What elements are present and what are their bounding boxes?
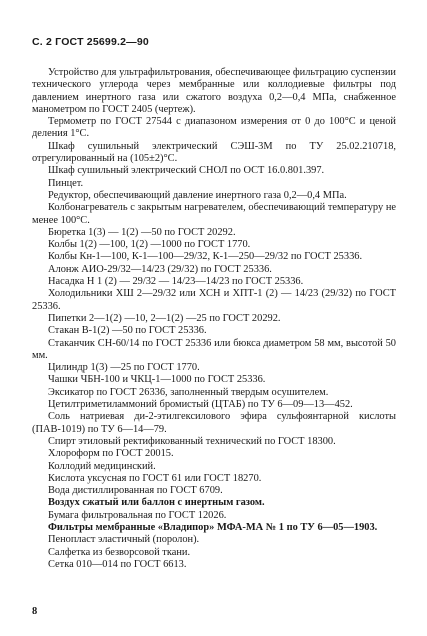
paragraph-acetic-acid: Кислота уксусная по ГОСТ 61 или ГОСТ 18270.	[48, 472, 262, 484]
paragraph-weighing-bottle: Стаканчик СН-60/14 по ГОСТ 25336 или бюкса диаметром 58 мм, высотой 50 мм.	[32, 337, 396, 361]
paragraph-thermometer: Термометр по ГОСТ 27544 с диапазоном измерения от 0 до 100°С и ценой деления 1°С.	[32, 116, 396, 140]
paragraph-burette: Бюретка 1(3) — 1(2) —50 по ГОСТ 20292.	[48, 226, 236, 238]
paragraph-distilled-water: Вода дистиллированная по ГОСТ 6709.	[48, 485, 223, 497]
paragraph-flasks-kn: Колбы Кн-1—100, К-1—100—29/32, К-1—250—29/32 по ГОСТ 25336.	[48, 251, 363, 263]
paragraph-mesh: Сетка 010—014 по ГОСТ 6613.	[48, 558, 187, 570]
paragraph-flasks: Колбы 1(2) —100, 1(2) —1000 по ГОСТ 1770.	[48, 239, 251, 251]
paragraph-ctab: Цетилтриметиламмоний бромистый (ЦТАБ) по ТУ 6—09—13—452.	[48, 399, 353, 411]
paragraph-desiccator: Эксикатор по ГОСТ 26336, заполненный твердым осушителем.	[48, 386, 329, 398]
page-header: С. 2 ГОСТ 25699.2—90	[32, 36, 149, 48]
paragraph-flask-heater: Колбонагреватель с закрытым нагревателем, обеспечивающий температуру не менее 100°С.	[32, 202, 396, 226]
paragraph-ultrafiltration-device: Устройство для ультрафильтрования, обеспечивающее фильтрацию суспензии технического углерода через мембранные или коллодиевые фильтры под давлением инертного газа или сжатого воздуха 0,2—0,4 МПа, снабженное манометром по ГОСТ 2405 (чертеж).	[32, 67, 396, 115]
paragraph-drying-cabinet-sesh: Шкаф сушильный электрический СЭШ-3М по ТУ 25.02.210718, отрегулированный на (105±2)°С.	[32, 140, 396, 165]
paragraph-compressed-air: Воздух сжатый или баллон с инертным газом.	[48, 497, 265, 509]
paragraph-membrane-filters: Фильтры мембранные «Владипор» МФА-МА № 1 по ТУ 6—05—1903.	[48, 521, 378, 533]
page-number: 8	[32, 606, 38, 617]
paragraph-tweezers: Пинцет.	[48, 177, 84, 189]
document-body	[32, 67, 396, 571]
paragraph-ethanol: Спирт этиловый ректификованный технический по ГОСТ 18300.	[48, 435, 336, 447]
paragraph-chloroform: Хлороформ по ГОСТ 20015.	[48, 448, 174, 460]
paragraph-condensers: Холодильники ХШ 2—29/32 или ХСН и ХПТ-1 (2) — 14/23 (29/32) по ГОСТ 25336.	[32, 288, 396, 312]
paragraph-alonge: Алонж АИО-29/32—14/23 (29/32) по ГОСТ 25336.	[48, 263, 272, 275]
paragraph-beaker: Стакан В-1(2) —50 по ГОСТ 25336.	[48, 325, 207, 337]
paragraph-cylinder: Цилиндр 1(3) —25 по ГОСТ 1770.	[48, 362, 200, 374]
paragraph-collodion: Коллодий медицинский.	[48, 460, 156, 472]
paragraph-drying-cabinet-snol: Шкаф сушильный электрический СНОЛ по ОСТ 16.0.801.397.	[48, 165, 325, 177]
paragraph-reducer: Редуктор, обеспечивающий давление инертного газа 0,2—0,4 МПа.	[48, 189, 347, 201]
paragraph-dishes: Чашки ЧБН-100 и ЧКЦ-1—1000 по ГОСТ 25336.	[48, 374, 266, 386]
paragraph-nozzle: Насадка Н 1 (2) — 29/32 — 14/23—14/23 по ГОСТ 25336.	[48, 276, 304, 288]
paragraph-filter-paper: Бумага фильтровальная по ГОСТ 12026.	[48, 509, 227, 521]
paragraph-foam: Пенопласт эластичный (поролон).	[48, 534, 200, 546]
paragraph-pipettes: Пипетки 2—1(2) —10, 2—1(2) —25 по ГОСТ 20292.	[48, 312, 281, 324]
paragraph-sodium-salt: Соль натриевая ди-2-этилгексилового эфира сульфоянтарной кислоты (ПАВ-1019) по ТУ 6—14—79.	[32, 411, 396, 435]
paragraph-napkin: Салфетка из безворсовой ткани.	[48, 546, 191, 558]
